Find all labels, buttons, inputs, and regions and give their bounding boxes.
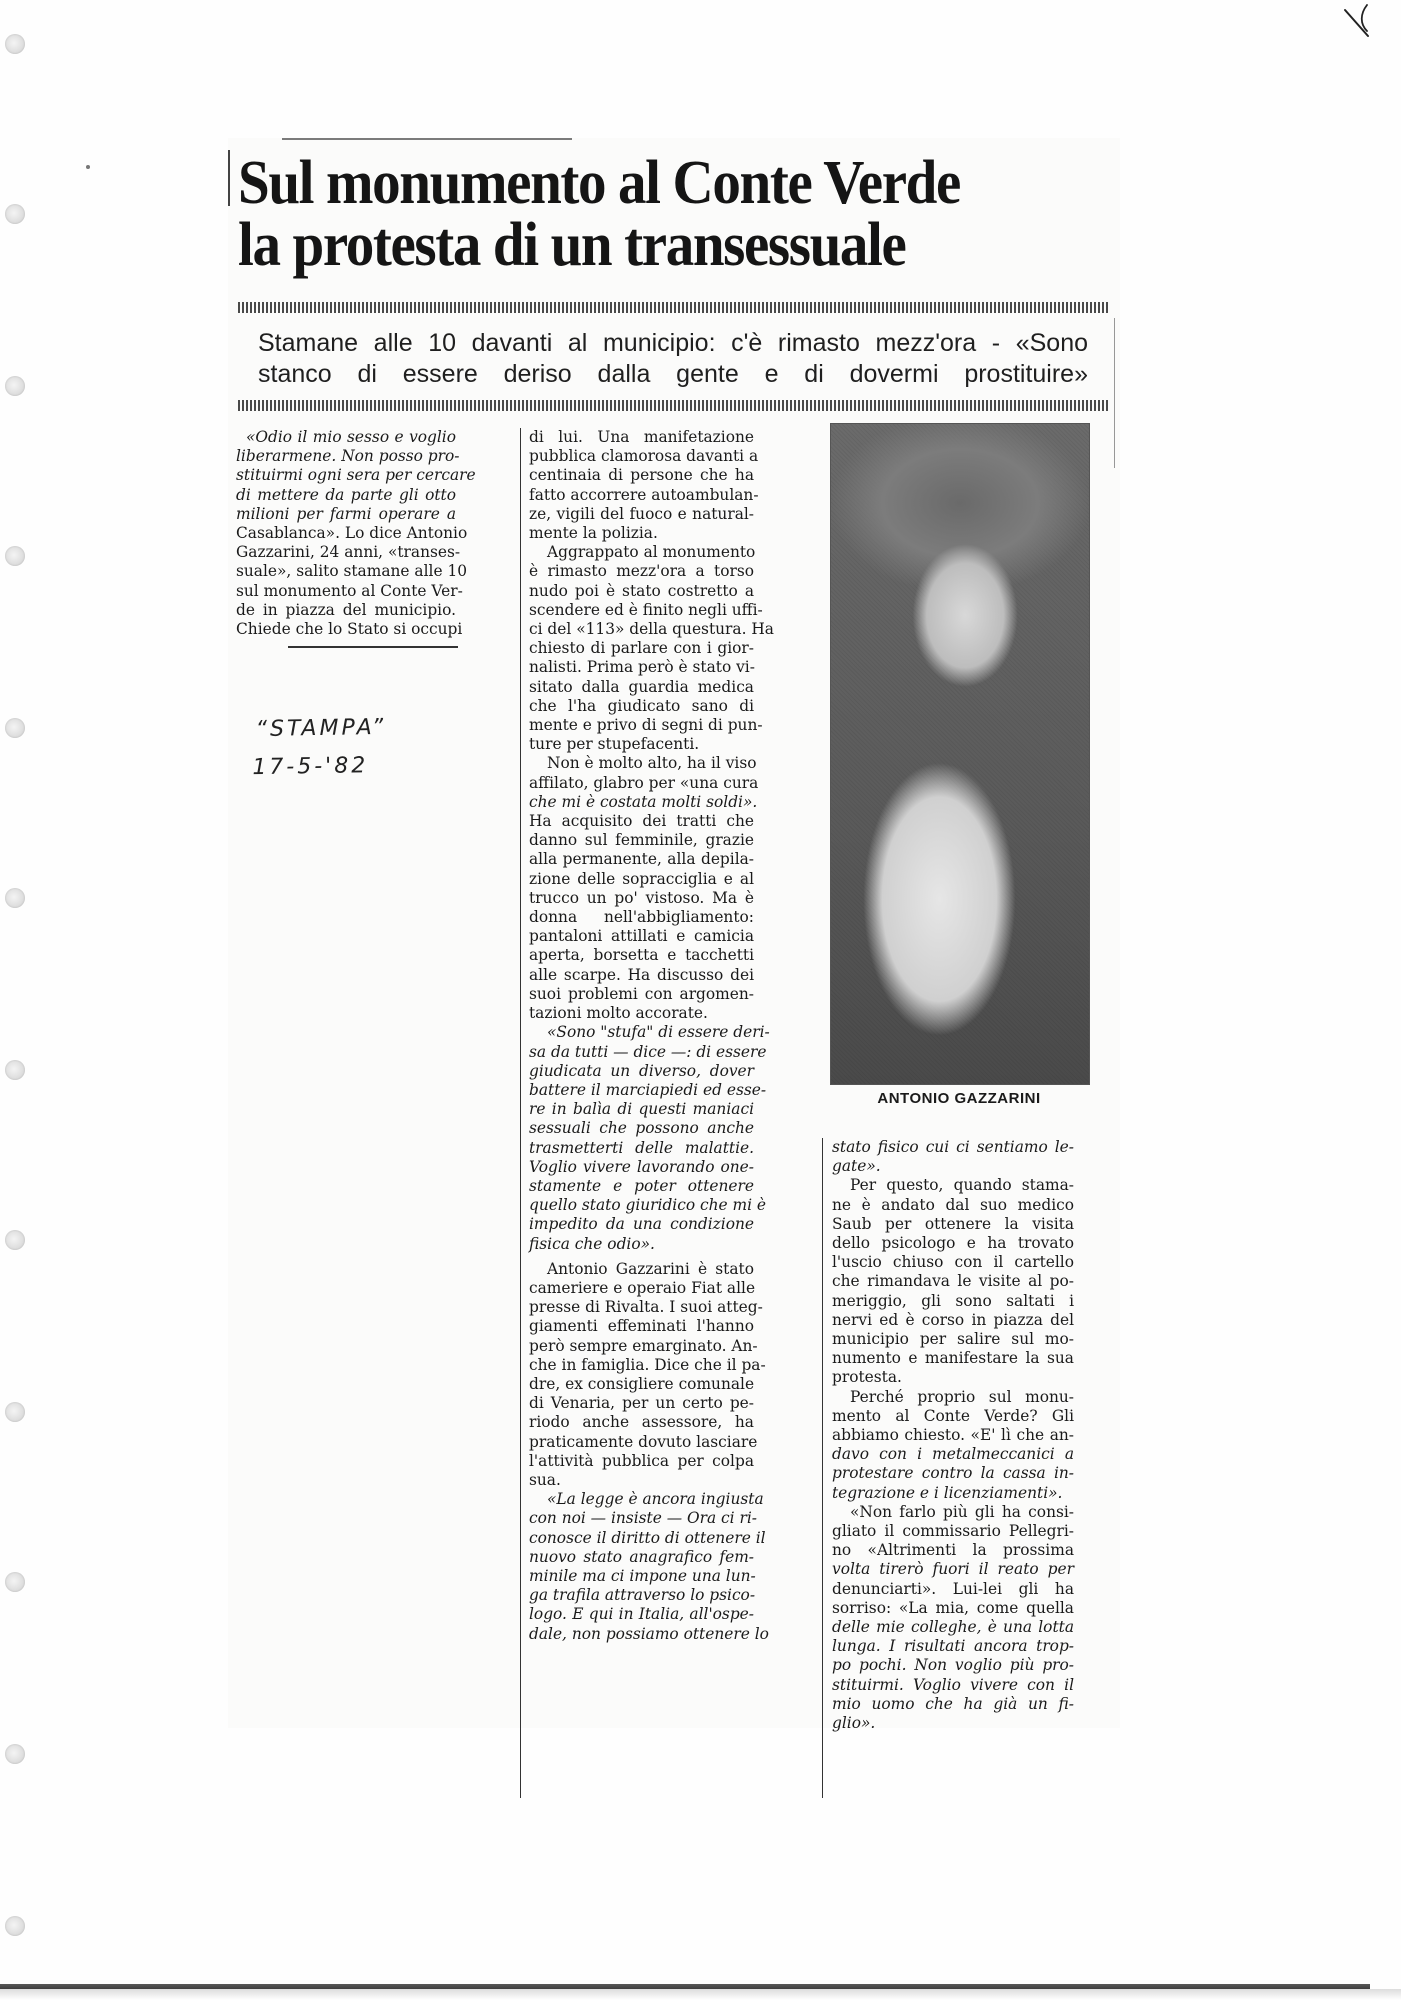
text-line: ne è andato dal suo medico xyxy=(832,1195,1074,1214)
text-line: che l'ha giudicato sano di xyxy=(529,696,754,715)
text-line: Chiede che lo Stato si occupi xyxy=(236,620,463,639)
text-line: ci del «113» della questura. Ha xyxy=(529,620,774,639)
punch-hole xyxy=(5,1230,25,1250)
text-line: delle mie colleghe, è una lotta xyxy=(832,1618,1074,1637)
text-line: che in famiglia. Dice che il pa- xyxy=(529,1355,766,1374)
handwritten-date: 17-5-'82 xyxy=(252,753,369,781)
text-line: impedito da una condizione xyxy=(529,1215,754,1234)
text-line: po pochi. Non voglio più pro- xyxy=(832,1656,1074,1675)
text-line: «Sono "stufa" di essere deri- xyxy=(547,1023,770,1042)
column-divider xyxy=(520,428,521,1798)
text-line: «Non farlo più gli ha consi- xyxy=(850,1502,1074,1521)
subtitle-line-2: stanco di essere deriso dalla gente e di dovermi prostituire» xyxy=(258,360,1088,388)
text-line: danno sul femminile, grazie xyxy=(529,831,754,850)
text-line: dale, non possiamo ottenere lo xyxy=(529,1624,769,1643)
right-edge-rule xyxy=(1114,318,1115,468)
decorative-rule xyxy=(238,400,1108,411)
text-line: sessuali che possono anche xyxy=(529,1119,754,1138)
punch-hole xyxy=(5,888,25,908)
text-line: è rimasto mezz'ora a torso xyxy=(529,562,754,581)
text-line: però sempre emarginato. An- xyxy=(529,1336,758,1355)
text-line: fatto accorrere autoambulan- xyxy=(529,485,759,504)
text-line: praticamente dovuto lasciare xyxy=(529,1432,758,1451)
text-line: Antonio Gazzarini è stato xyxy=(547,1259,754,1278)
text-line: volta tirerò fuori il reato per xyxy=(832,1560,1074,1579)
text-line: Perché proprio sul monu- xyxy=(850,1387,1074,1406)
text-line: Gazzarini, 24 anni, «transes- xyxy=(236,543,461,562)
text-line: nalisti. Prima però è stato vi- xyxy=(529,658,755,677)
text-line: suoi problemi con argomen- xyxy=(529,984,754,1003)
text-line: zione delle sopracciglia e al xyxy=(529,869,754,888)
article-column-3 xyxy=(832,1138,1074,1733)
text-line: de in piazza del municipio. xyxy=(236,600,456,619)
text-line: mente e privo di segni di pun- xyxy=(529,716,763,735)
text-line: davo con i metalmeccanici a xyxy=(832,1445,1074,1464)
checkmark-icon xyxy=(1340,4,1380,40)
handwritten-source: “STAMPA” xyxy=(255,714,387,743)
text-line: presse di Rivalta. I suoi atteg- xyxy=(529,1298,763,1317)
portrait-photo xyxy=(830,423,1090,1085)
text-line: nervi ed è corso in piazza del xyxy=(832,1310,1074,1329)
subtitle-line-1: Stamane alle 10 davanti al municipio: c'è rimasto mezz'ora - «Sono xyxy=(258,329,1088,357)
text-line: stituirmi ogni sera per cercare xyxy=(236,466,476,485)
text-line: mio uomo che ha già un fi- xyxy=(832,1694,1074,1713)
text-line: minile ma ci impone una lun- xyxy=(529,1566,756,1585)
column-divider xyxy=(822,1138,823,1798)
text-line: «La legge è ancora ingiusta xyxy=(547,1490,764,1509)
text-line: riodo anche assessore, ha xyxy=(529,1413,754,1432)
headline-line-2: la protesta di un transessuale xyxy=(238,211,906,279)
text-line: denunciarti». Lui-lei gli ha xyxy=(832,1579,1074,1598)
text-line: sa da tutti — dice —: di essere xyxy=(529,1042,767,1061)
text-line: meriggio, gli sono saltati i xyxy=(832,1291,1074,1310)
article-column-2 xyxy=(529,428,774,1644)
text-line: nuovo stato anagrafico fem- xyxy=(529,1547,754,1566)
text-line: logo. E qui in Italia, all'ospe- xyxy=(529,1605,754,1624)
punch-hole xyxy=(5,718,25,738)
punch-hole xyxy=(5,204,25,224)
text-line: fisica che odio». xyxy=(529,1234,655,1253)
text-line: alla permanente, alla depila- xyxy=(529,850,754,869)
text-line: milioni per farmi operare a xyxy=(236,504,456,523)
text-line: glio». xyxy=(832,1714,876,1733)
text-line: nudo poi è stato costretto a xyxy=(529,581,754,600)
top-rule xyxy=(282,138,572,140)
text-line: di Venaria, per un certo pe- xyxy=(529,1394,754,1413)
text-line: re in balìa di questi maniaci xyxy=(529,1100,754,1119)
text-line: giudicata un diverso, dover xyxy=(529,1061,754,1080)
text-line: dre, ex consigliere comunale xyxy=(529,1374,755,1393)
text-line: gliato il commissario Pellegri- xyxy=(832,1522,1074,1541)
text-line: ze, vigili del fuoco e natural- xyxy=(529,504,754,523)
photo-caption: ANTONIO GAZZARINI xyxy=(877,1090,1041,1107)
handwritten-annotation xyxy=(251,709,387,787)
punch-hole xyxy=(5,546,25,566)
text-line: Voglio vivere lavorando one- xyxy=(529,1157,754,1176)
text-line: no «Altrimenti la prossima xyxy=(832,1541,1074,1560)
text-line: tegrazione e i licenziamenti». xyxy=(832,1483,1063,1502)
text-line: donna nell'abbigliamento: xyxy=(529,908,754,927)
punch-hole xyxy=(5,1572,25,1592)
text-line: «Odio il mio sesso e voglio xyxy=(246,428,456,446)
text-line: sitato dalla guardia medica xyxy=(529,677,754,696)
text-line: chiesto di parlare con i gior- xyxy=(529,639,754,658)
text-line: Ha acquisito dei tratti che xyxy=(529,812,754,831)
text-line: trasmetterti delle malattie. xyxy=(529,1138,754,1157)
text-line: lunga. I risultati ancora trop- xyxy=(832,1637,1074,1656)
text-line: liberarmene. Non posso pro- xyxy=(236,447,460,466)
text-line: pubblica clamorosa davanti a xyxy=(529,447,759,466)
text-line: sua. xyxy=(529,1470,561,1489)
text-line: numento e manifestare la sua xyxy=(832,1349,1074,1368)
text-line: suale», salito stamane alle 10 xyxy=(236,562,468,581)
text-line: dello psicologo e ha trovato xyxy=(832,1234,1074,1253)
text-line: alle scarpe. Ha discusso dei xyxy=(529,965,754,984)
text-line: centinaia di persone che ha xyxy=(529,466,754,485)
text-line: stituirmi. Voglio vivere con il xyxy=(832,1675,1074,1694)
punch-hole xyxy=(5,1744,25,1764)
left-rule xyxy=(228,150,230,206)
punch-hole xyxy=(5,34,25,54)
text-line: conosce il diritto di ottenere il xyxy=(529,1528,766,1547)
text-line: mente la polizia. xyxy=(529,524,658,543)
text-line: abbiamo chiesto. «E' lì che an- xyxy=(832,1426,1074,1445)
text-line: aperta, borsetta e tacchetti xyxy=(529,946,754,965)
text-line: pantaloni attillati e camicia xyxy=(529,927,754,946)
text-line: scendere ed è finito negli uffi- xyxy=(529,600,763,619)
text-line: Aggrappato al monumento xyxy=(547,543,756,562)
text-line: che mi è costata molti soldi». xyxy=(529,792,758,811)
scan-bottom-shadow xyxy=(0,1989,1401,2000)
text-line: giamenti effeminati l'hanno xyxy=(529,1317,754,1336)
article-column-1 xyxy=(236,428,476,639)
text-line: Saub per ottenere la visita xyxy=(832,1214,1074,1233)
text-line: Per questo, quando stama- xyxy=(850,1176,1074,1195)
text-line: protesta. xyxy=(832,1368,902,1387)
headline xyxy=(238,149,1048,279)
text-line: sorriso: «La mia, come quella xyxy=(832,1598,1074,1617)
text-line: trucco un po' vistoso. Ma è xyxy=(529,888,754,907)
text-line: quello stato giuridico che mi è xyxy=(529,1196,767,1215)
punch-hole xyxy=(5,1916,25,1936)
text-line: stato fisico cui ci sentiamo le- xyxy=(832,1138,1074,1156)
text-line: ture per stupefacenti. xyxy=(529,735,700,754)
text-line: l'attività pubblica per colpa xyxy=(529,1451,754,1470)
punch-hole xyxy=(5,1402,25,1422)
punch-hole xyxy=(5,1060,25,1080)
text-line: con noi — insiste — Ora ci ri- xyxy=(529,1509,757,1528)
text-line: protestare contro la cassa in- xyxy=(832,1464,1074,1483)
subtitle xyxy=(258,328,1088,390)
text-line: di mettere da parte gli otto xyxy=(236,485,456,504)
decorative-rule xyxy=(238,302,1108,313)
text-line: Non è molto alto, ha il viso xyxy=(547,754,757,773)
headline-line-1: Sul monumento al Conte Verde xyxy=(238,149,960,217)
text-line: tazioni molto accorate. xyxy=(529,1004,708,1023)
text-line: ga trafila attraverso lo psico- xyxy=(529,1586,756,1605)
text-line: cameriere e operaio Fiat alle xyxy=(529,1278,756,1297)
newspaper-clipping xyxy=(228,138,1104,1838)
punch-hole xyxy=(5,376,25,396)
text-line: mento al Conte Verde? Gli xyxy=(832,1406,1074,1425)
text-line: battere il marciapiedi ed esse- xyxy=(529,1080,767,1099)
scan-speck xyxy=(86,165,90,169)
text-line: di lui. Una manifetazione xyxy=(529,428,754,446)
text-line: stamente e poter ottenere xyxy=(529,1176,754,1195)
text-line: sul monumento al Conte Ver- xyxy=(236,581,463,600)
text-line: gate». xyxy=(832,1157,881,1176)
text-line: che rimandava le visite al po- xyxy=(832,1272,1074,1291)
column-end-rule xyxy=(288,646,458,648)
text-line: municipio per salire sul mo- xyxy=(832,1330,1074,1349)
text-line: Casablanca». Lo dice Antonio xyxy=(236,524,468,543)
text-line: l'uscio chiuso con il cartello xyxy=(832,1253,1074,1272)
text-line: affilato, glabro per «una cura xyxy=(529,773,759,792)
